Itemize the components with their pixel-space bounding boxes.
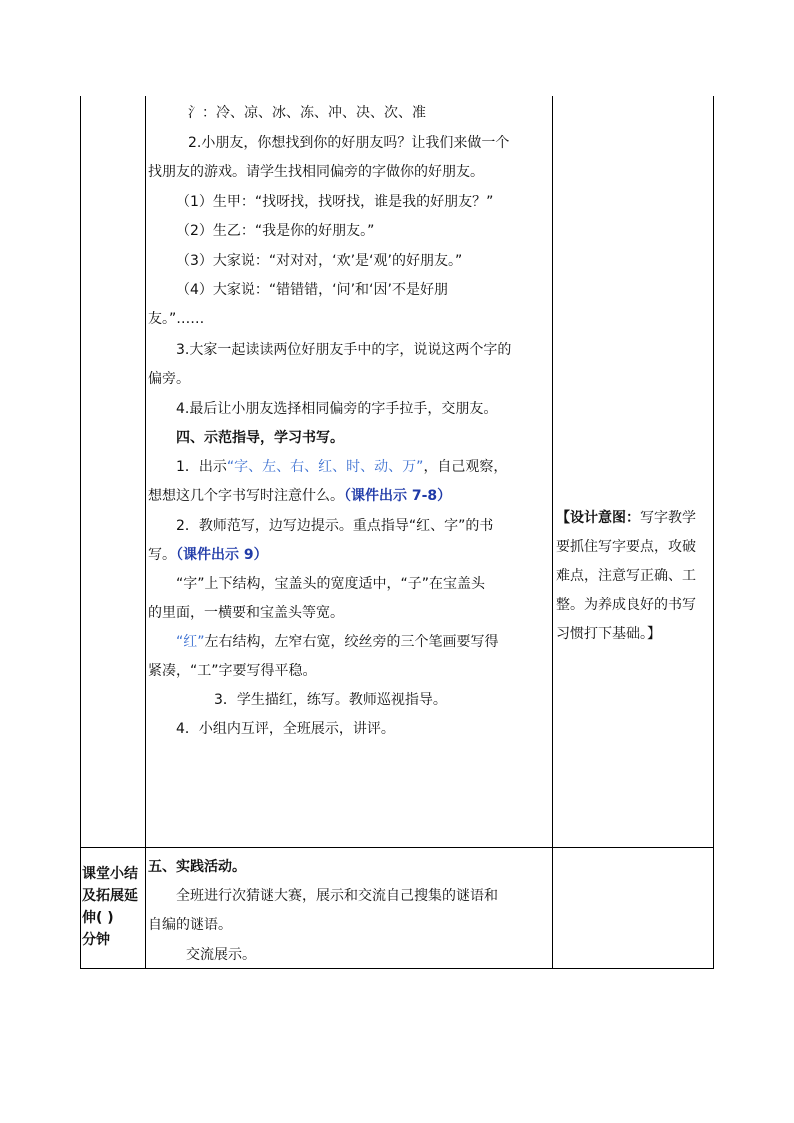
hong-guide-text: 左右结构，左窄右宽，绞丝旁的三个笔画要写得 — [204, 634, 499, 650]
step-2-line-1: 2.小朋友，你想找到你的好朋友吗？让我们来做一个 — [188, 135, 510, 151]
dialogue-3: （3）大家说：“对对对，‘欢’是‘观’的好朋友。” — [176, 253, 463, 269]
activity-line-1: 全班进行次猜谜大赛，展示和交流自己搜集的谜语和 — [176, 888, 498, 904]
step-4: 4.最后让小朋友选择相同偏旁的字手拉手，交朋友。 — [176, 401, 498, 417]
hong-guide-line-1 — [176, 632, 499, 652]
writing-step-1-text: 想想这几个字书写时注意什么。 — [148, 488, 344, 504]
writing-step-2-line-2 — [148, 545, 268, 565]
activity-line-3: 交流展示。 — [186, 947, 256, 963]
table-border-bottom — [80, 968, 714, 969]
design-note-title: 【设计意图： — [556, 510, 640, 526]
design-note-line-4: 整。为养成良好的书写 — [556, 597, 696, 613]
writing-step-4: 4．小组内互评，全班展示，讲评。 — [176, 721, 395, 737]
dialogue-2: （2）生乙：“我是你的好朋友。” — [176, 223, 375, 239]
courseware-note-7-8: （课件出示 7-8） — [344, 488, 452, 504]
row-divider — [80, 847, 714, 848]
writing-step-3: 3．学生描红，练写。教师巡视指导。 — [214, 692, 447, 708]
writing-step-2-text: 写。 — [148, 547, 176, 563]
writing-step-1-line-2 — [148, 486, 451, 506]
dialogue-4-line-1: （4）大家说：“错错错，‘问’和‘因’不是好朋 — [176, 282, 448, 298]
section-5-heading: 五、实践活动。 — [148, 859, 246, 875]
design-note-line-5: 习惯打下基础。】 — [556, 626, 661, 642]
radical-list: 氵：冷、凉、冰、冻、冲、决、次、准 — [188, 105, 426, 121]
summary-label-line-3: 伸( ) — [82, 910, 114, 926]
column-divider-1 — [145, 96, 146, 969]
dialogue-4-line-2: 友。”…… — [148, 311, 205, 327]
step-2-line-2: 找朋友的游戏。请学生找相同偏旁的字做你的好朋友。 — [148, 164, 484, 180]
writing-step-2-line-1: 2．教师范写，边写边提示。重点指导“红、字”的书 — [176, 518, 494, 534]
section-4-heading: 四、示范指导，学习书写。 — [176, 430, 344, 446]
step-3-line-2: 偏旁。 — [148, 371, 190, 387]
dialogue-1: （1）生甲：“找呀找，找呀找，谁是我的好朋友？” — [176, 194, 494, 210]
activity-line-2: 自编的谜语。 — [148, 917, 232, 933]
design-note-line-1 — [556, 508, 696, 528]
summary-label-line-2: 及拓展延 — [82, 888, 138, 904]
summary-label-line-4: 分钟 — [82, 932, 110, 948]
hong-character: “红” — [176, 634, 205, 650]
design-note-text-1: 写字教学 — [640, 510, 696, 526]
table-border-left — [80, 96, 81, 969]
writing-step-1-suffix: ，自己观察， — [423, 459, 508, 475]
writing-step-1-line-1 — [176, 457, 507, 477]
hong-guide-line-2: 紧凑，“工”字要写得平稳。 — [148, 663, 317, 679]
step-3-line-1: 3.大家一起读读两位好朋友手中的字，说说这两个字的 — [176, 342, 512, 358]
courseware-note-9: （课件出示 9） — [176, 547, 268, 563]
design-note-line-2: 要抓住写字要点，攻破 — [556, 539, 696, 555]
zi-guide-line-1: “字”上下结构，宝盖头的宽度适中，“子”在宝盖头 — [176, 576, 486, 592]
design-note-line-3: 难点，注意写正确、工 — [556, 568, 696, 584]
column-divider-2 — [552, 96, 553, 969]
characters-shown: “字、左、右、红、时、动、万” — [226, 459, 424, 475]
zi-guide-line-2: 的里面，一横要和宝盖头等宽。 — [148, 605, 344, 621]
table-border-right — [713, 96, 714, 969]
summary-label-line-1: 课堂小结 — [82, 866, 138, 882]
writing-step-1-prefix: 1．出示 — [176, 459, 227, 475]
